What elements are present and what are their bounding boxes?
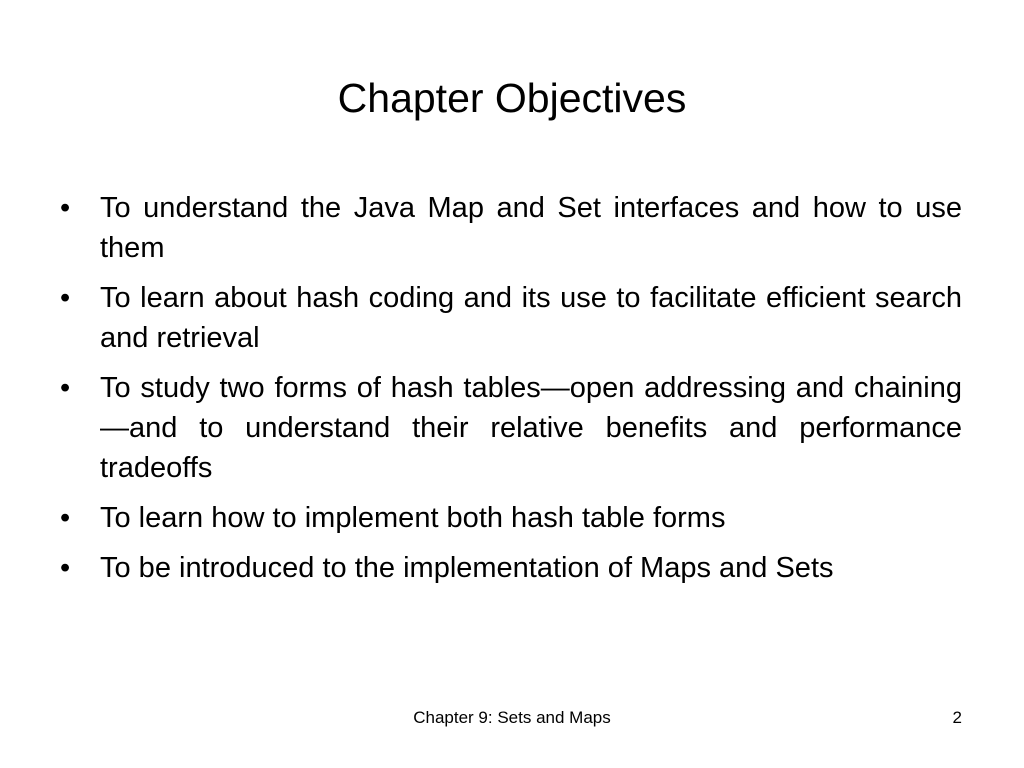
footer-chapter: Chapter 9: Sets and Maps bbox=[413, 708, 611, 727]
bullet-text: To study two forms of hash tables—open addressing and chaining—and to understand their relative benefits and performance tradeoffs bbox=[100, 372, 962, 484]
bullet-icon: • bbox=[60, 282, 71, 314]
bullet-text: To be introduced to the implementation of Maps and Sets bbox=[100, 552, 834, 584]
bullet-icon: • bbox=[60, 502, 71, 534]
list-item bbox=[60, 368, 962, 488]
bullet-text: To learn how to implement both hash table forms bbox=[100, 502, 726, 534]
objectives-list bbox=[60, 188, 962, 598]
page-number: 2 bbox=[952, 708, 962, 727]
slide-title: Chapter Objectives bbox=[337, 75, 687, 121]
bullet-icon: • bbox=[60, 552, 71, 584]
list-item bbox=[60, 498, 962, 538]
bullet-text: To understand the Java Map and Set interfaces and how to use them bbox=[100, 192, 962, 264]
bullet-icon: • bbox=[60, 192, 71, 224]
list-item bbox=[60, 278, 962, 358]
list-item bbox=[60, 548, 962, 588]
bullet-text: To learn about hash coding and its use to facilitate efficient search and retrieval bbox=[100, 282, 962, 354]
bullet-icon: • bbox=[60, 372, 71, 404]
list-item bbox=[60, 188, 962, 268]
